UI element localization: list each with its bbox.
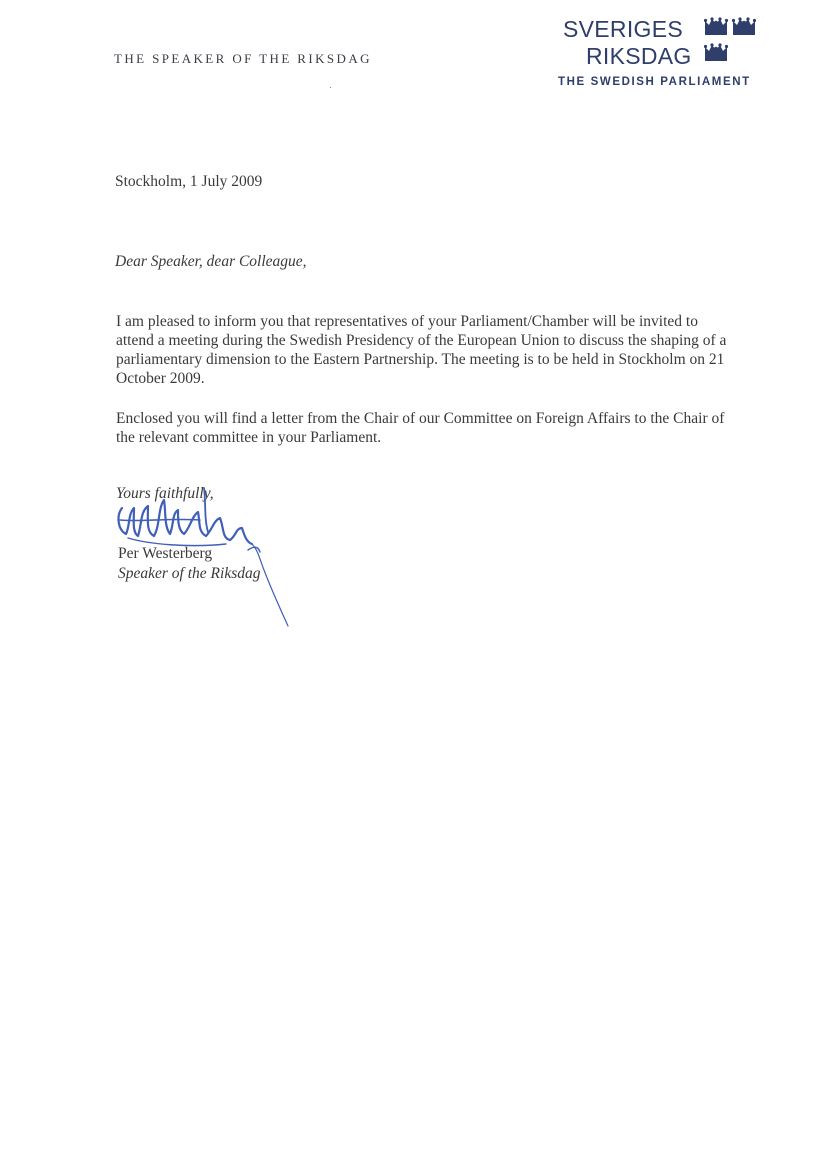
body-paragraph: I am pleased to inform you that representatives of your Parliament/Chamber will be invited to attend a meeting during the Swedish Presidency of the European Union to discuss the shaping of a parliamentary dimension to the Eastern Partnership. The meeting is to be held in Stockholm on 21 October 2009.: [116, 313, 727, 387]
crown-icon: [732, 17, 756, 35]
signer-name: Per Westerberg: [118, 545, 213, 562]
closing: Yours faithfully,: [116, 485, 214, 502]
salutation: Dear Speaker, dear Colleague,: [115, 253, 307, 270]
logo-line-sveriges: SVERIGES: [563, 16, 683, 42]
riksdag-logo: [548, 14, 768, 94]
three-crowns-icon: [704, 16, 756, 68]
office-title: THE SPEAKER OF THE RIKSDAG: [114, 51, 372, 66]
signer-title: Speaker of the Riksdag: [118, 565, 261, 582]
crown-icon: [704, 17, 728, 35]
date-line: Stockholm, 1 July 2009: [115, 173, 263, 190]
crown-icon: [704, 43, 728, 61]
handwritten-signature: [108, 478, 298, 633]
logo-subtitle: THE SWEDISH PARLIAMENT: [558, 76, 751, 88]
logo-line-riksdag: RIKSDAG: [586, 43, 692, 69]
stray-dot: [330, 87, 331, 88]
body-paragraph: Enclosed you will find a letter from the Chair of our Committee on Foreign Affairs to the Chair of the relevant committee in your Parliament.: [116, 410, 725, 446]
